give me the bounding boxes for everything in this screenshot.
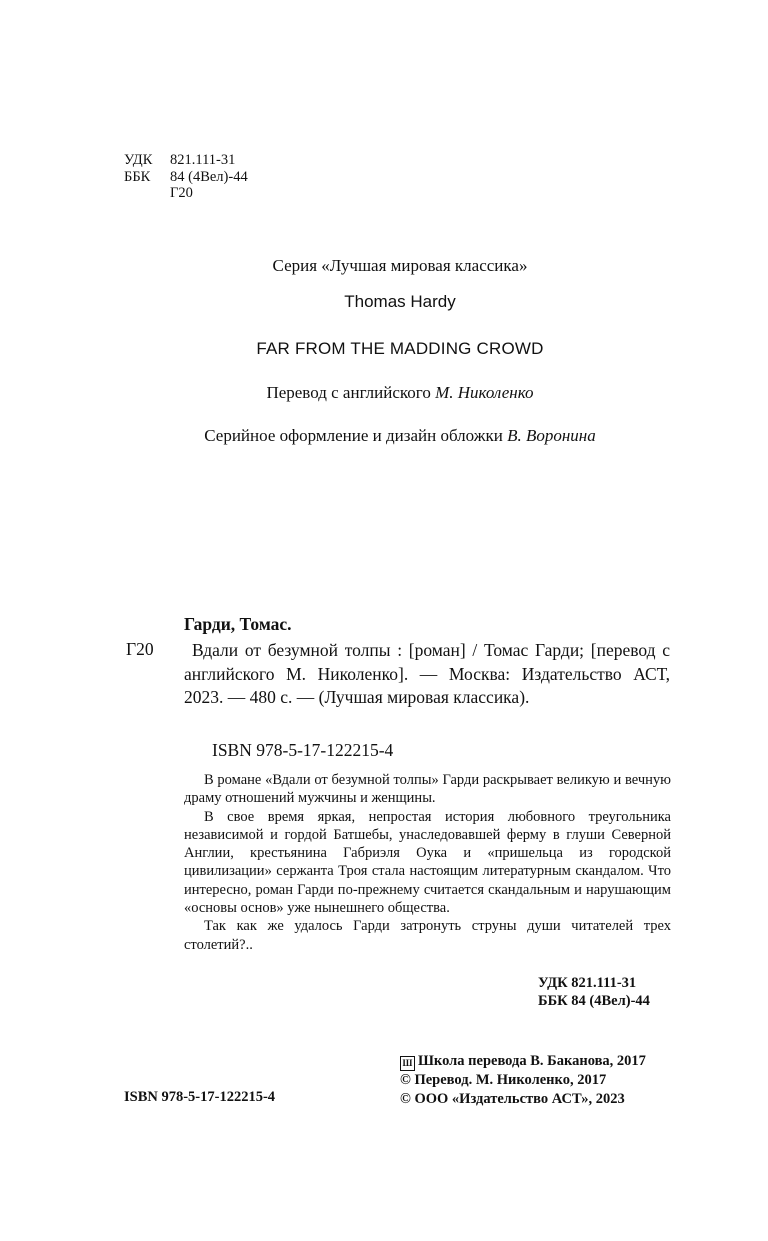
bbk-label: ББК — [124, 168, 151, 185]
translator-name: М. Николенко — [435, 383, 534, 402]
annotation — [184, 771, 671, 954]
classification-block — [124, 152, 248, 202]
bibliographic-code: Г20 — [126, 639, 154, 659]
bibliographic-isbn: ISBN 978-5-17-122215-4 — [212, 740, 394, 760]
designer-name: В. Воронина — [507, 426, 596, 445]
author-code: Г20 — [170, 185, 193, 201]
copyright-translation: © Перевод. М. Николенко, 2017 — [400, 1072, 607, 1088]
translation-credit — [0, 383, 768, 403]
copyright-school-text: Школа перевода В. Баканова, 2017 — [418, 1053, 646, 1069]
udk-bottom: УДК 821.111-31 — [538, 975, 637, 991]
udk-label: УДК — [124, 152, 153, 168]
original-title: FAR FROM THE MADDING CROWD — [256, 339, 544, 358]
udk-row — [124, 152, 248, 169]
annotation-paragraph: В романе «Вдали от безумной толпы» Гарди раскрывает великую и вечную драму отношений мужчины и женщины. — [184, 772, 671, 807]
bottom-classification — [538, 974, 650, 1010]
copyright-school — [400, 1052, 646, 1071]
udk-value: 821.111-31 — [170, 152, 236, 168]
bbk-value: 84 (4Вел)-44 — [170, 168, 248, 185]
copyright-block — [400, 1052, 646, 1108]
school-logo-icon: Ш — [400, 1056, 415, 1071]
bbk-row — [124, 169, 248, 186]
original-author: Thomas Hardy — [344, 292, 456, 311]
translation-prefix: Перевод с английского — [266, 383, 436, 402]
copyright-publisher: © ООО «Издательство АСТ», 2023 — [400, 1090, 625, 1107]
isbn-bottom: ISBN 978-5-17-122215-4 — [124, 1089, 276, 1105]
annotation-paragraph: В свое время яркая, непростая история любовного треугольника независимой и гордой Батшебы, унаследовавшей ферму в глуши Северной Англии, крестьянина Габриэля Оука и «пришельца из городской цивилизации» сержанта Троя стала настоящим литературным скандалом. Что интересно, роман Гарди по-прежнему считается скандальным и нарушающим «основы основ» уже нынешнего общества. — [184, 808, 671, 917]
annotation-paragraph: Так как же удалось Гарди затронуть струны души читателей трех столетий?.. — [184, 918, 671, 953]
bibliographic-author-heading: Гарди, Томас. — [184, 614, 292, 634]
design-credit — [0, 426, 768, 446]
bbk-bottom: ББК 84 (4Вел)-44 — [538, 993, 650, 1009]
bibliographic-entry: Вдали от безумной толпы : [роман] / Томас Гарди; [перевод с английского М. Николенко]. — Москва: Издательство АСТ, 2023. — 480 с. — (Лучшая мировая классика). — [184, 640, 670, 707]
design-prefix: Серийное оформление и дизайн обложки — [204, 426, 508, 445]
series-line: Серия «Лучшая мировая классика» — [272, 256, 528, 275]
